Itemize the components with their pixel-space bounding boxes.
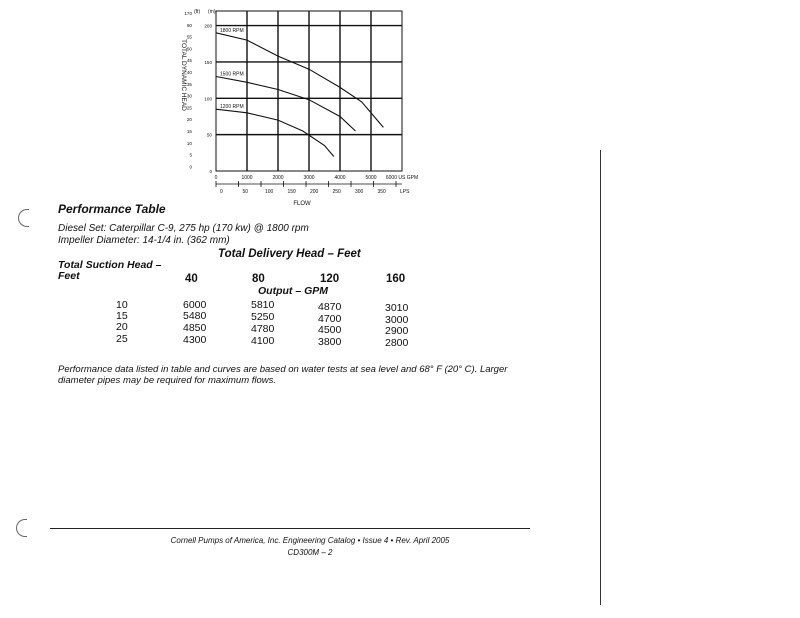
table-cell: 4300 — [183, 334, 207, 346]
performance-curve-chart — [170, 5, 440, 210]
lps-tick-label: 350 — [377, 189, 386, 195]
footer-rule — [50, 528, 530, 529]
table-cell: 5480 — [183, 310, 207, 322]
meter-tick-label: 100 — [204, 96, 212, 102]
feet-tick-label: 170 — [184, 11, 192, 16]
binder-hole-mark — [18, 209, 29, 227]
pump-curves — [216, 33, 383, 157]
lps-axis-ticks — [216, 181, 410, 195]
rpm-label: 1200 RPM — [220, 104, 244, 111]
curve-1800-rpm — [216, 33, 383, 128]
curve-1200-rpm — [216, 109, 334, 156]
feet-tick-label: 20 — [186, 117, 192, 123]
lps-tick-label: 0 — [220, 189, 223, 195]
table-cell: 6000 — [183, 299, 207, 311]
feet-tick-label: 0 — [189, 164, 192, 170]
x-axis-label: FLOW — [293, 201, 311, 207]
column-header: 40 — [185, 273, 198, 285]
table-cell: 4870 — [318, 301, 342, 313]
table-cell: 3000 — [385, 314, 409, 326]
lps-tick-label: 300 — [355, 189, 364, 195]
table-cell: 3010 — [385, 302, 409, 314]
y-axis-label: TOTAL DYNAMIC HEAD — [180, 39, 187, 111]
table-cell: 4850 — [183, 322, 207, 334]
rpm-label: 1800 RPM — [220, 27, 244, 34]
feet-tick-label: 15 — [186, 129, 192, 134]
output-gpm-label: Output – GPM — [258, 285, 328, 297]
gpm-axis-ticks — [215, 175, 419, 181]
suction-head-unit: Feet — [58, 270, 80, 282]
feet-tick-label: 50 — [186, 46, 192, 52]
suction-value: 10 — [116, 299, 128, 311]
lps-tick-label: LPS — [400, 189, 410, 195]
lps-tick-label: 50 — [242, 189, 249, 195]
rpm-label: 1500 RPM — [220, 71, 244, 78]
meter-tick-label: 50 — [206, 132, 212, 138]
gpm-tick-label: 3000 — [303, 175, 315, 181]
plot-grid — [216, 11, 402, 171]
delivery-head-header: Total Delivery Head – Feet — [218, 248, 361, 260]
column-header: 120 — [320, 273, 340, 285]
binder-hole-mark — [16, 519, 27, 537]
table-cell: 5810 — [251, 299, 275, 311]
feet-tick-label: 45 — [186, 58, 192, 64]
table-cell: 4780 — [251, 323, 275, 335]
gpm-tick-label: 1000 — [241, 175, 253, 181]
suction-value: 20 — [116, 321, 128, 333]
lps-tick-label: 100 — [265, 189, 274, 195]
column-header: 160 — [386, 273, 406, 285]
feet-tick-label: 25 — [186, 105, 192, 111]
feet-tick-label: 30 — [186, 93, 192, 99]
footer-catalog-line: Cornell Pumps of America, Inc. Engineering Catalog • Issue 4 • Rev. April 2005 — [170, 536, 450, 545]
meter-unit-label: (m) — [208, 9, 216, 15]
column-header: 80 — [252, 273, 265, 285]
meter-tick-label: 200 — [204, 23, 212, 29]
table-cell: 5250 — [251, 311, 275, 323]
table-cell: 2900 — [385, 325, 409, 337]
gpm-tick-label: 4000 — [334, 175, 346, 181]
meter-tick-label: 150 — [204, 59, 212, 65]
gpm-tick-label: 0 — [214, 175, 218, 181]
lps-tick-label: 250 — [332, 189, 341, 195]
feet-tick-label: 35 — [186, 81, 192, 87]
feet-tick-label: 40 — [186, 70, 192, 75]
lps-tick-label: 150 — [287, 189, 296, 195]
lps-tick-label: 200 — [310, 189, 319, 195]
impeller-spec: Impeller Diameter: 14-1/4 in. (362 mm) — [58, 235, 230, 246]
table-cell: 4700 — [318, 313, 342, 325]
gpm-tick-label: 5000 — [365, 175, 377, 181]
table-cell: 3800 — [318, 336, 342, 348]
suction-head-header: Total Suction Head – — [58, 259, 162, 271]
suction-value: 15 — [116, 310, 128, 322]
performance-note: Performance data listed in table and curves are based on water tests at sea level and 68° F (20° C). Larger diameter pipes may be required for maximum flows. — [58, 364, 508, 386]
gpm-tick-label: 2000 — [272, 175, 284, 181]
feet-unit-label: (ft) — [194, 9, 201, 15]
feet-tick-label: 60 — [186, 22, 192, 28]
feet-tick-label: 55 — [186, 34, 192, 40]
table-cell: 2800 — [385, 337, 409, 349]
feet-tick-label: 10 — [186, 140, 192, 146]
table-cell: 4500 — [318, 324, 342, 336]
feet-tick-label: 5 — [189, 152, 192, 158]
table-cell: 4100 — [251, 335, 275, 347]
diesel-set-spec: Diesel Set: Caterpillar C-9, 275 hp (170 kw) @ 1800 rpm — [58, 223, 309, 234]
meter-axis-ticks — [204, 24, 212, 174]
gpm-tick-label: 6000 US GPM — [385, 175, 419, 181]
suction-value: 25 — [116, 333, 128, 345]
page-edge-line — [600, 150, 601, 605]
performance-table-title: Performance Table — [58, 202, 166, 216]
meter-tick-label: 0 — [209, 169, 212, 174]
footer-page-number: CD300M – 2 — [287, 548, 333, 557]
